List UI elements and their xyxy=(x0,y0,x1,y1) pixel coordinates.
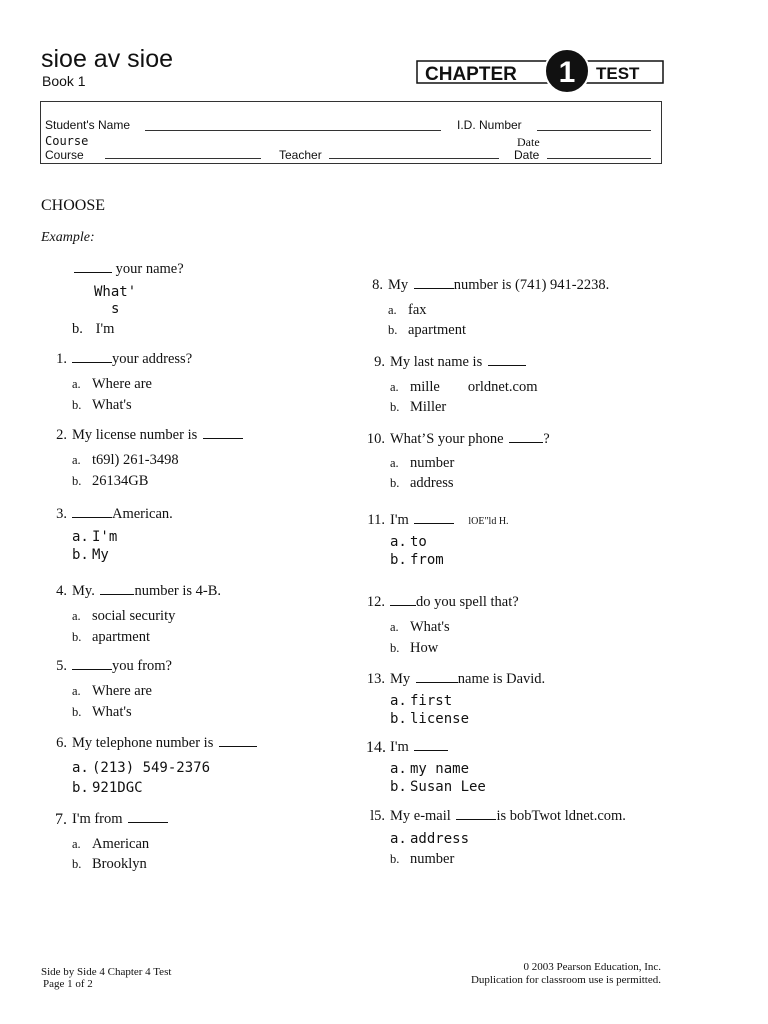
option-a xyxy=(390,693,452,709)
option-letter: a. xyxy=(390,380,399,394)
question-text-post: your address? xyxy=(112,351,193,367)
answer-blank[interactable] xyxy=(72,668,112,670)
question-text-post: you from? xyxy=(112,658,172,674)
date-label-upper: Date xyxy=(517,135,540,149)
option-letter: a. xyxy=(390,693,407,709)
date-label: Date xyxy=(514,148,540,162)
option-text: social security xyxy=(92,608,176,624)
option-letter: b. xyxy=(72,321,83,337)
option-text: address xyxy=(410,831,470,847)
question-text-post: is bobTwot ldnet.com. xyxy=(496,808,626,824)
option-text: my name xyxy=(410,761,470,777)
option-text: American xyxy=(92,836,150,852)
question-number: 10. xyxy=(366,431,385,447)
question-text-pre: My license number is xyxy=(72,427,198,443)
option-b xyxy=(72,473,148,490)
question-text-post: ? xyxy=(543,431,550,447)
option-letter: a. xyxy=(72,453,81,467)
option-text: (213) 549-2376 xyxy=(92,760,211,776)
logo-number: 1 xyxy=(558,56,576,89)
question-text-post: do you spell that? xyxy=(416,594,519,610)
option-letter: a. xyxy=(388,303,397,317)
option-text: t69l) 261-3498 xyxy=(92,452,179,468)
option-text: Brooklyn xyxy=(92,856,147,872)
question-number: l5. xyxy=(370,808,385,824)
option-text: What's xyxy=(410,619,450,635)
option-text-extra: orldnet.com xyxy=(467,379,538,395)
option-text: Susan Lee xyxy=(410,779,486,795)
option-letter: a. xyxy=(390,761,407,777)
answer-blank[interactable] xyxy=(74,271,112,273)
option-letter: a. xyxy=(72,377,81,391)
question-text-post: number is 4-B. xyxy=(134,583,222,599)
course-label: Course xyxy=(45,148,84,162)
option-text: Where are xyxy=(92,376,152,392)
option-a xyxy=(72,376,152,393)
example-option-a-cont: s xyxy=(111,301,120,317)
question-text-pre: My xyxy=(388,277,409,293)
option-letter: b. xyxy=(388,323,398,337)
option-text: Where are xyxy=(92,683,152,699)
option-letter: b. xyxy=(72,474,82,488)
question-number: 6. xyxy=(56,735,67,751)
question-stem xyxy=(388,277,609,294)
footer-title: Side by Side 4 Chapter 4 Test xyxy=(41,966,172,978)
option-text: number xyxy=(410,455,455,471)
question-text-pre: My xyxy=(390,671,411,687)
answer-blank[interactable] xyxy=(414,522,454,524)
logo-chapter-text: CHAPTER xyxy=(425,64,517,85)
series-title: sioe av sioe xyxy=(41,45,174,73)
option-b xyxy=(390,711,469,727)
question-text-post: name is David. xyxy=(457,671,546,687)
option-a xyxy=(72,452,179,469)
option-text: from xyxy=(410,552,444,568)
answer-blank[interactable] xyxy=(203,437,243,439)
question-stem xyxy=(390,354,526,371)
id-number-label: I.D. Number xyxy=(457,118,522,132)
option-letter: b. xyxy=(390,476,400,490)
option-b xyxy=(72,780,143,796)
option-text: license xyxy=(410,711,470,727)
course-line[interactable] xyxy=(105,158,261,159)
option-text: I'm xyxy=(92,529,118,545)
question-stem xyxy=(72,658,172,675)
option-text: to xyxy=(410,534,427,550)
option-b xyxy=(390,475,454,492)
option-text: Miller xyxy=(410,399,447,415)
question-stem xyxy=(72,427,243,444)
teacher-line[interactable] xyxy=(329,158,499,159)
option-a xyxy=(72,529,117,545)
option-text: fax xyxy=(408,302,427,318)
student-name-line[interactable] xyxy=(145,130,441,131)
option-letter: b. xyxy=(72,547,89,563)
option-letter: b. xyxy=(72,705,82,719)
question-number: 2. xyxy=(56,427,67,443)
student-name-label: Student's Name xyxy=(45,118,131,132)
question-number: 12. xyxy=(366,594,385,610)
question-number: 8. xyxy=(372,277,383,293)
question-stem xyxy=(390,431,550,448)
option-text: What's xyxy=(92,397,132,413)
option-text: number xyxy=(410,851,455,867)
question-stem xyxy=(72,351,192,368)
example-option-a: What' xyxy=(94,284,137,300)
question-stem xyxy=(72,811,168,828)
answer-blank[interactable] xyxy=(100,593,134,595)
section-heading: CHOOSE xyxy=(41,197,106,214)
example-prompt xyxy=(74,261,184,278)
option-letter: a. xyxy=(390,456,399,470)
option-b xyxy=(72,629,150,646)
question-number: 14. xyxy=(366,739,386,756)
option-b xyxy=(72,856,147,873)
question-text-pre: I'm from xyxy=(72,811,123,827)
option-text: apartment xyxy=(408,322,466,338)
question-number: 1. xyxy=(56,351,67,367)
answer-blank[interactable] xyxy=(72,516,112,518)
question-stem xyxy=(72,583,221,600)
option-b xyxy=(388,322,466,339)
question-stem xyxy=(72,735,257,752)
option-letter: a. xyxy=(390,620,399,634)
option-a xyxy=(390,379,537,396)
option-letter: a. xyxy=(72,529,89,545)
question-text-post: number is (741) 941-2238. xyxy=(453,277,610,293)
option-a xyxy=(72,608,175,625)
course-mono-label: Course xyxy=(45,134,89,148)
question-stem xyxy=(390,671,545,688)
option-b xyxy=(390,640,438,657)
answer-blank[interactable] xyxy=(414,749,448,751)
answer-blank[interactable] xyxy=(72,361,112,363)
answer-blank[interactable] xyxy=(390,604,416,606)
option-letter: b. xyxy=(72,630,82,644)
option-letter: b. xyxy=(390,641,400,655)
option-letter: a. xyxy=(72,684,81,698)
student-info-box xyxy=(40,101,662,164)
option-text: I'm xyxy=(95,321,115,337)
option-letter: b. xyxy=(72,857,82,871)
option-letter: b. xyxy=(390,552,407,568)
question-text-pre: My telephone number is xyxy=(72,735,214,751)
question-text-pre: I'm xyxy=(390,739,409,755)
answer-blank[interactable] xyxy=(416,681,458,683)
option-text: first xyxy=(410,693,453,709)
teacher-label: Teacher xyxy=(279,148,322,162)
question-text-pre: My last name is xyxy=(390,354,483,370)
option-a xyxy=(390,831,469,847)
example-label: Example: xyxy=(41,230,95,245)
question-text-small: lOE"ld H. xyxy=(468,516,509,527)
option-text: How xyxy=(410,640,439,656)
id-number-line[interactable] xyxy=(537,130,651,131)
question-stem xyxy=(72,506,173,523)
question-stem xyxy=(390,808,626,825)
option-letter: b. xyxy=(390,852,400,866)
option-b xyxy=(72,704,132,721)
question-text-pre: I'm xyxy=(390,512,409,528)
option-letter: b. xyxy=(390,400,400,414)
option-letter: b. xyxy=(72,398,82,412)
option-letter: a. xyxy=(72,760,89,776)
option-a xyxy=(390,619,450,636)
option-letter: a. xyxy=(390,534,407,550)
question-text-pre: My e-mail xyxy=(390,808,451,824)
option-b xyxy=(72,397,132,414)
footer-left xyxy=(41,966,171,990)
option-letter: a. xyxy=(72,609,81,623)
example-option-b xyxy=(72,321,114,338)
option-letter: a. xyxy=(72,837,81,851)
option-b xyxy=(390,851,454,868)
option-b xyxy=(390,779,486,795)
question-text-post: American. xyxy=(112,506,173,522)
option-a xyxy=(72,683,152,700)
option-a xyxy=(390,761,469,777)
option-a xyxy=(388,302,427,319)
answer-blank[interactable] xyxy=(414,287,454,289)
example-prompt-text: your name? xyxy=(115,261,184,277)
question-stem xyxy=(390,594,519,611)
question-number: 11. xyxy=(367,512,385,528)
answer-blank[interactable] xyxy=(219,745,257,747)
question-stem xyxy=(390,512,509,529)
option-b xyxy=(390,399,446,416)
option-text: address xyxy=(410,475,454,491)
date-line[interactable] xyxy=(547,158,651,159)
question-number: 5. xyxy=(56,658,67,674)
option-text: apartment xyxy=(92,629,150,645)
option-letter: a. xyxy=(390,831,407,847)
option-b xyxy=(390,552,444,568)
question-number: 3. xyxy=(56,506,67,522)
question-number: 9. xyxy=(374,354,385,370)
answer-blank[interactable] xyxy=(456,818,496,820)
footer-right xyxy=(440,961,661,986)
chapter-test-logo xyxy=(416,47,664,95)
option-b xyxy=(72,547,109,563)
answer-blank[interactable] xyxy=(128,821,168,823)
footer-page: Page 1 of 2 xyxy=(43,978,93,990)
duplication-notice: Duplication for classroom use is permitted. xyxy=(470,973,661,986)
logo-test-text: TEST xyxy=(596,64,640,83)
option-text: 26134GB xyxy=(92,473,149,489)
option-letter: b. xyxy=(390,779,407,795)
book-label: Book 1 xyxy=(42,73,86,89)
option-text: My xyxy=(92,547,109,563)
option-a xyxy=(390,534,427,550)
question-number: 7. xyxy=(55,811,67,828)
answer-blank[interactable] xyxy=(509,441,543,443)
option-a xyxy=(390,455,454,472)
option-text: mille xyxy=(410,379,440,395)
option-text: What's xyxy=(92,704,132,720)
option-text: 921DGC xyxy=(92,780,143,796)
question-number: 13. xyxy=(366,671,385,687)
option-letter: b. xyxy=(72,780,89,796)
question-stem xyxy=(390,739,448,756)
question-number: 4. xyxy=(56,583,67,599)
option-a xyxy=(72,760,210,776)
copyright: 0 2003 Pearson Education, Inc. xyxy=(523,961,661,973)
answer-blank[interactable] xyxy=(488,364,526,366)
option-a xyxy=(72,836,149,853)
question-text-pre: What’S your phone xyxy=(390,431,504,447)
option-letter: b. xyxy=(390,711,407,727)
question-text-pre: My. xyxy=(72,583,95,599)
